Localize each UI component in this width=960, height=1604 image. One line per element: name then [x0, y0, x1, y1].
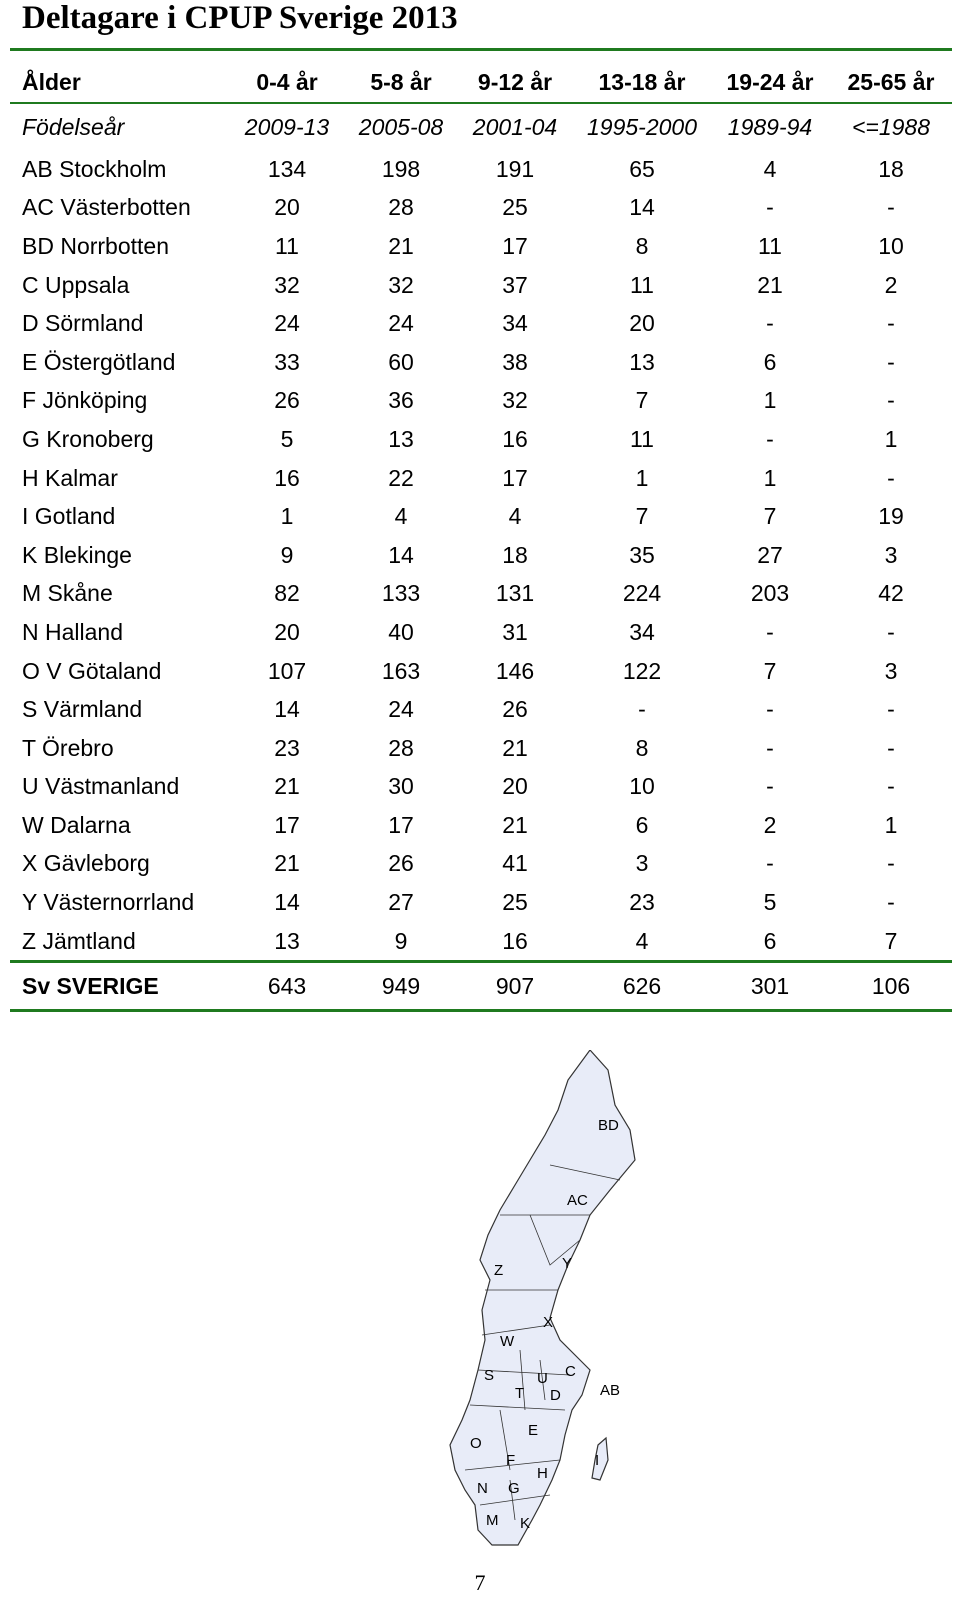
map-region-label: Z: [494, 1262, 504, 1279]
birth-year: 2009-13: [244, 113, 330, 140]
age-group: 13-18 år: [598, 68, 686, 95]
table-cell: 6: [763, 348, 777, 375]
table-cell: 20: [274, 618, 300, 645]
table-cell: 8: [635, 232, 649, 259]
region-name: AB Stockholm: [22, 155, 167, 182]
region-name: AC Västerbotten: [22, 194, 191, 221]
table-cell: 19: [878, 503, 904, 530]
table-cell: 26: [274, 387, 300, 414]
table-cell: 3: [884, 657, 898, 684]
table-row: [10, 768, 952, 807]
table-cell: 14: [274, 696, 300, 723]
table-cell: 18: [502, 541, 528, 568]
map-region-label: AC: [567, 1192, 588, 1209]
table-row: [10, 459, 952, 498]
table-cell: 11: [630, 425, 654, 452]
table-cell: -: [887, 618, 895, 645]
table-cell: 10: [629, 773, 655, 800]
table-cell: 11: [630, 271, 654, 298]
table-cell: 11: [275, 232, 299, 259]
age-group: 5-8 år: [370, 68, 432, 95]
table-cell: -: [638, 696, 646, 723]
table-cell: 65: [629, 155, 655, 182]
region-name: N Halland: [22, 618, 123, 645]
table-cell: 38: [502, 348, 528, 375]
region-name: H Kalmar: [22, 464, 118, 491]
map-region-label: H: [537, 1465, 548, 1482]
birth-label: Födelseår: [22, 113, 125, 140]
title-rule: [10, 48, 952, 51]
table-cell: 28: [388, 194, 414, 221]
region-name: D Sörmland: [22, 310, 144, 337]
table-cell: 643: [267, 972, 307, 999]
birth-year: 2005-08: [358, 113, 444, 140]
table-cell: 20: [274, 194, 300, 221]
map-region-label: I: [595, 1452, 600, 1469]
table-cell: 163: [381, 657, 421, 684]
table-cell: 7: [635, 503, 649, 530]
table-cell: 22: [388, 464, 414, 491]
table-cell: 626: [622, 972, 662, 999]
table-row: [10, 536, 952, 575]
table-cell: 1: [763, 464, 777, 491]
table-cell: 21: [274, 850, 300, 877]
table-row: [10, 266, 952, 305]
table-row: [10, 729, 952, 768]
age-header-row: [10, 62, 952, 103]
table-cell: 4: [763, 155, 777, 182]
table-cell: 17: [502, 464, 528, 491]
table-cell: 301: [750, 972, 790, 999]
table-cell: 4: [508, 503, 522, 530]
table-cell: 4: [635, 927, 649, 954]
table-cell: 10: [878, 232, 904, 259]
table-cell: 30: [388, 773, 414, 800]
table-cell: 7: [635, 387, 649, 414]
table-cell: 21: [502, 734, 528, 761]
region-name: M Skåne: [22, 580, 113, 607]
map-region-label: S: [484, 1367, 495, 1384]
table-cell: 1: [635, 464, 649, 491]
table-cell: 14: [629, 194, 655, 221]
table-cell: 82: [274, 580, 300, 607]
table-cell: 25: [502, 889, 528, 916]
table-cell: 198: [381, 155, 421, 182]
table-cell: 122: [622, 657, 662, 684]
birth-year: 1995-2000: [587, 113, 697, 140]
table-cell: 32: [388, 271, 414, 298]
table-cell: -: [887, 889, 895, 916]
birth-year: 2001-04: [472, 113, 558, 140]
table-cell: -: [766, 618, 774, 645]
table-cell: 14: [388, 541, 414, 568]
table-cell: -: [766, 734, 774, 761]
map-region-label: N: [477, 1480, 488, 1497]
map-region-label: W: [500, 1333, 515, 1350]
table-cell: 20: [502, 773, 528, 800]
age-group: 25-65 år: [847, 68, 935, 95]
table-cell: 3: [884, 541, 898, 568]
map-region-label: D: [550, 1387, 561, 1404]
region-name: U Västmanland: [22, 773, 180, 800]
table-cell: 24: [388, 696, 414, 723]
page-title: Deltagare i CPUP Sverige 2013: [22, 0, 458, 36]
table-cell: 907: [495, 972, 535, 999]
table-cell: 32: [502, 387, 528, 414]
region-name: E Östergötland: [22, 348, 176, 375]
table-cell: 42: [878, 580, 904, 607]
region-name: Z Jämtland: [22, 927, 136, 954]
table-cell: 17: [502, 232, 528, 259]
table-row: [10, 806, 952, 845]
birth-year-row: [10, 103, 952, 150]
table-cell: 24: [388, 310, 414, 337]
table-cell: 27: [388, 889, 414, 916]
table-row: [10, 189, 952, 228]
table-cell: 21: [274, 773, 300, 800]
region-name: C Uppsala: [22, 271, 130, 298]
table-cell: -: [766, 773, 774, 800]
table-cell: 7: [763, 503, 777, 530]
table-cell: 16: [502, 425, 528, 452]
table-cell: 26: [388, 850, 414, 877]
table-row: [10, 227, 952, 266]
region-name: Sv SVERIGE: [22, 972, 159, 999]
table-row: [10, 304, 952, 343]
table-cell: -: [887, 194, 895, 221]
table-cell: -: [887, 348, 895, 375]
table-cell: 31: [502, 618, 528, 645]
table-cell: 41: [502, 850, 528, 877]
table-cell: -: [766, 425, 774, 452]
table-cell: 11: [758, 232, 782, 259]
table-cell: 13: [274, 927, 300, 954]
region-name: BD Norrbotten: [22, 232, 170, 259]
table-cell: 25: [502, 194, 528, 221]
table-cell: 23: [629, 889, 655, 916]
table-cell: 6: [763, 927, 777, 954]
region-name: X Gävleborg: [22, 850, 150, 877]
table-row: [10, 575, 952, 614]
age-group: 9-12 år: [477, 68, 553, 95]
table-cell: -: [766, 310, 774, 337]
table-cell: 36: [388, 387, 414, 414]
table-cell: 3: [635, 850, 649, 877]
table-row: [10, 922, 952, 962]
region-name: I Gotland: [22, 503, 116, 530]
table-cell: 33: [274, 348, 300, 375]
table-cell: 2: [884, 271, 898, 298]
table-cell: 37: [502, 271, 528, 298]
table-cell: 21: [502, 811, 528, 838]
region-name: O V Götaland: [22, 657, 162, 684]
table-row: [10, 150, 952, 189]
region-name: F Jönköping: [22, 387, 148, 414]
table-cell: 20: [629, 310, 655, 337]
table-cell: 5: [280, 425, 294, 452]
table-cell: 14: [274, 889, 300, 916]
map-region-label: E: [528, 1422, 539, 1439]
table-cell: 203: [750, 580, 790, 607]
region-name: W Dalarna: [22, 811, 131, 838]
table-cell: 26: [502, 696, 528, 723]
table-cell: 107: [267, 657, 307, 684]
table-cell: 18: [878, 155, 904, 182]
table-cell: 6: [635, 811, 649, 838]
map-region-label: F: [506, 1452, 516, 1469]
birth-year: 1989-94: [727, 113, 813, 140]
table-cell: -: [887, 310, 895, 337]
table-cell: 21: [757, 271, 783, 298]
table-cell: 16: [274, 464, 300, 491]
table-cell: 106: [871, 972, 911, 999]
table-row: [10, 382, 952, 421]
table-cell: 13: [388, 425, 414, 452]
table-cell: -: [766, 850, 774, 877]
region-name: S Värmland: [22, 696, 143, 723]
table-cell: 24: [274, 310, 300, 337]
table-cell: -: [887, 464, 895, 491]
region-name: K Blekinge: [22, 541, 132, 568]
region-name: G Kronoberg: [22, 425, 154, 452]
table-row: [10, 845, 952, 884]
map-region-label: T: [515, 1385, 525, 1402]
table-row: [10, 613, 952, 652]
map-region-label: M: [486, 1512, 499, 1529]
region-name: T Örebro: [22, 734, 114, 761]
table-cell: -: [766, 194, 774, 221]
age-group: 0-4 år: [256, 68, 318, 95]
table-cell: 134: [267, 155, 307, 182]
table-cell: 1: [884, 425, 898, 452]
table-cell: 13: [629, 348, 655, 375]
table-cell: -: [887, 773, 895, 800]
table-cell: 7: [884, 927, 898, 954]
table-cell: 224: [622, 580, 662, 607]
table-cell: 17: [388, 811, 414, 838]
table-cell: 8: [635, 734, 649, 761]
table-cell: 1: [280, 503, 294, 530]
map-region-label: X: [543, 1314, 554, 1331]
table-row: [10, 343, 952, 382]
table-cell: 35: [629, 541, 655, 568]
birth-year: <=1988: [851, 113, 931, 140]
table-cell: -: [887, 387, 895, 414]
table-cell: 23: [274, 734, 300, 761]
table-cell: 60: [388, 348, 414, 375]
map-region-label: K: [520, 1515, 531, 1532]
table-cell: 34: [629, 618, 655, 645]
table-row: [10, 497, 952, 536]
table-cell: -: [887, 696, 895, 723]
table-cell: 131: [495, 580, 535, 607]
table-cell: 40: [388, 618, 414, 645]
map-region-label: AB: [600, 1382, 621, 1399]
table-cell: 28: [388, 734, 414, 761]
table-cell: -: [766, 696, 774, 723]
table-cell: 133: [381, 580, 421, 607]
table-cell: 21: [388, 232, 414, 259]
table-cell: 5: [763, 889, 777, 916]
age-label: Ålder: [22, 68, 81, 95]
table-cell: 17: [274, 811, 300, 838]
table-cell: 146: [495, 657, 535, 684]
table-cell: 9: [280, 541, 294, 568]
map-region-label: G: [508, 1480, 520, 1497]
table-cell: 1: [884, 811, 898, 838]
table-cell: 2: [763, 811, 777, 838]
sweden-region-map: [440, 1050, 640, 1570]
table-cell: 9: [394, 927, 408, 954]
total-row: [10, 962, 952, 1011]
table-cell: 32: [274, 271, 300, 298]
table-row: [10, 420, 952, 459]
map-region-label: C: [565, 1363, 576, 1380]
map-region-label: O: [470, 1435, 482, 1452]
region-name: Y Västernorrland: [22, 889, 195, 916]
table-cell: -: [887, 850, 895, 877]
page-number: 7: [474, 1570, 486, 1595]
table-row: [10, 883, 952, 922]
table-cell: 4: [394, 503, 408, 530]
map-region-label: Y: [562, 1255, 573, 1272]
table-row: [10, 690, 952, 729]
table-cell: 34: [502, 310, 528, 337]
map-region-label: U: [537, 1370, 548, 1387]
participants-table: [10, 62, 952, 1012]
table-cell: 949: [381, 972, 421, 999]
table-cell: 7: [763, 657, 777, 684]
table-cell: -: [887, 734, 895, 761]
table-cell: 191: [495, 155, 535, 182]
age-group: 19-24 år: [726, 68, 814, 95]
table-row: [10, 652, 952, 691]
table-cell: 27: [757, 541, 783, 568]
table-cell: 16: [502, 927, 528, 954]
map-region-label: BD: [598, 1117, 619, 1134]
table-cell: 1: [763, 387, 777, 414]
